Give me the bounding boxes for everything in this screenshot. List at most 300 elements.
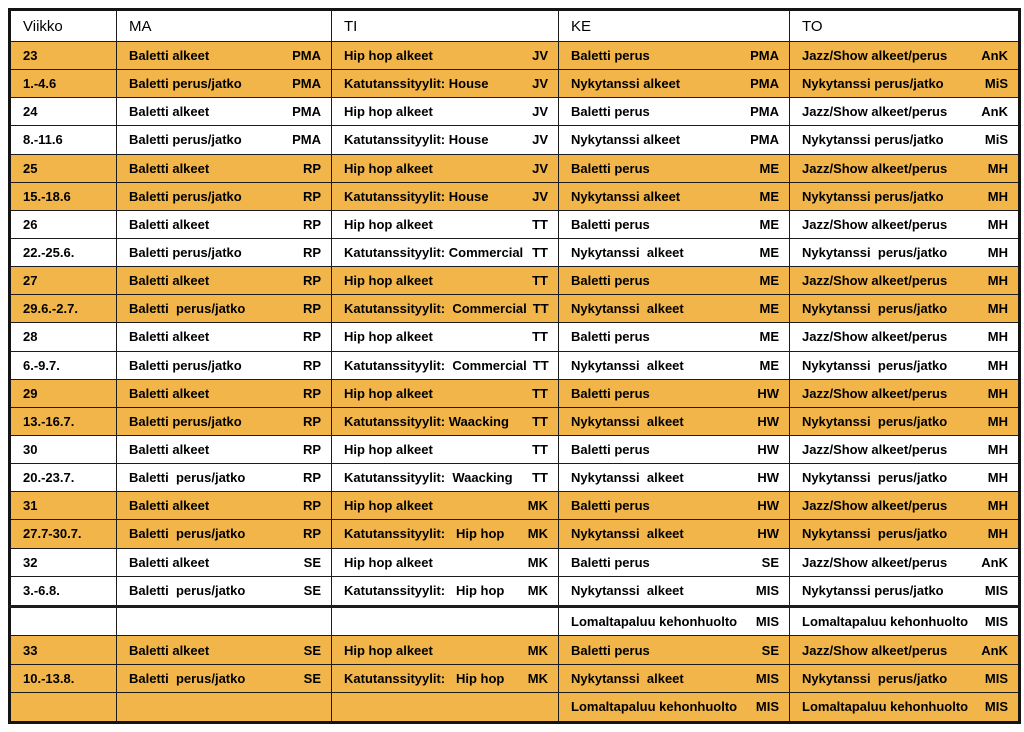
thursday-cell: [790, 238, 1020, 266]
class-name: Nykytanssi perus/jatko: [802, 76, 944, 92]
monday-cell: [117, 548, 332, 576]
cell-content: [802, 442, 1008, 457]
cell-content: [129, 671, 321, 686]
teacher-code: HW: [757, 470, 779, 486]
monday-cell: [117, 210, 332, 238]
teacher-code: PMA: [292, 132, 321, 148]
teacher-code: TT: [532, 385, 548, 401]
cell-content: [129, 132, 321, 147]
cell-content: [571, 358, 779, 373]
week-label: 27.7-30.7.: [23, 526, 82, 542]
wednesday-cell: [559, 435, 790, 463]
teacher-code: ME: [759, 301, 779, 317]
teacher-code: RP: [302, 273, 321, 289]
class-name: Baletti perus: [571, 104, 650, 120]
teacher-code: SE: [303, 670, 321, 686]
teacher-code: ME: [759, 188, 779, 204]
class-name: Lomaltapaluu kehonhuolto: [802, 614, 969, 630]
week-cell: [10, 154, 117, 182]
teacher-code: RP: [302, 470, 321, 486]
cell-content: [571, 442, 779, 457]
schedule-body: [10, 42, 1020, 723]
monday-cell: [117, 464, 332, 492]
cell-content: [802, 217, 1008, 232]
class-name: Katutanssityylit: Hip hop: [344, 526, 505, 542]
cell-content: [571, 329, 779, 344]
cell-content: [802, 329, 1008, 344]
class-name: Baletti perus: [571, 216, 650, 232]
cell-content: [129, 442, 321, 457]
cell-content: [571, 699, 779, 714]
teacher-code: SE: [761, 642, 779, 658]
tuesday-cell: [332, 126, 559, 154]
thursday-cell: [790, 295, 1020, 323]
teacher-code: MIS: [984, 699, 1008, 715]
cell-content: [571, 386, 779, 401]
wednesday-cell: [559, 520, 790, 548]
thursday-cell: [790, 576, 1020, 606]
class-name: Nykytanssi perus/jatko: [802, 301, 948, 317]
teacher-code: PMA: [292, 76, 321, 92]
cell-content: [802, 161, 1008, 176]
teacher-code: RP: [302, 301, 321, 317]
week-cell: [10, 606, 117, 636]
table-row: [10, 379, 1020, 407]
table-row: [10, 664, 1020, 692]
table-row: [10, 692, 1020, 722]
teacher-code: RP: [302, 216, 321, 232]
teacher-code: AnK: [981, 104, 1008, 120]
wednesday-cell: [559, 606, 790, 636]
class-name: Baletti perus/jatko: [129, 583, 246, 599]
cell-content: [802, 555, 1008, 570]
week-label: 15.-18.6: [23, 188, 71, 204]
week-label: 1.-4.6: [23, 76, 57, 92]
class-name: Hip hop alkeet: [344, 498, 433, 514]
cell-content: [571, 583, 779, 598]
class-name: Baletti perus/jatko: [129, 670, 246, 686]
cell-content: [571, 671, 779, 686]
table-row: [10, 435, 1020, 463]
week-label: 23: [23, 48, 38, 64]
class-name: Katutanssityylit: Commercial: [344, 245, 524, 261]
week-label: 24: [23, 104, 38, 120]
monday-cell: [117, 154, 332, 182]
cell-content: [571, 614, 779, 629]
class-name: Baletti perus: [571, 48, 650, 64]
class-name: Baletti perus/jatko: [129, 245, 242, 261]
class-name: Nykytanssi alkeet: [571, 413, 684, 429]
week-cell: [10, 576, 117, 606]
class-name: Baletti perus: [571, 442, 650, 458]
teacher-code: RP: [302, 442, 321, 458]
monday-cell: [117, 267, 332, 295]
monday-cell: [117, 692, 332, 722]
class-name: Baletti alkeet: [129, 442, 210, 458]
wednesday-cell: [559, 576, 790, 606]
table-row: [10, 407, 1020, 435]
week-cell: [10, 42, 117, 70]
cell-content: [571, 498, 779, 513]
column-header-to: TO: [790, 10, 1020, 42]
cell-content: [344, 132, 548, 147]
cell-content: [802, 671, 1008, 686]
column-header-ti: TI: [332, 10, 559, 42]
cell-content: [344, 498, 548, 513]
teacher-code: SE: [303, 642, 321, 658]
teacher-code: JV: [532, 132, 548, 148]
tuesday-cell: [332, 295, 559, 323]
tuesday-cell: [332, 323, 559, 351]
week-cell: [10, 323, 117, 351]
class-name: Baletti perus/jatko: [129, 526, 246, 542]
cell-content: [129, 386, 321, 401]
cell-content: [571, 301, 779, 316]
class-name: Baletti alkeet: [129, 48, 210, 64]
cell-content: [344, 301, 548, 316]
class-name: Jazz/Show alkeet/perus: [802, 104, 948, 120]
teacher-code: ME: [759, 245, 779, 261]
wednesday-cell: [559, 42, 790, 70]
wednesday-cell: [559, 664, 790, 692]
teacher-code: MIS: [984, 670, 1008, 686]
cell-content: [129, 555, 321, 570]
teacher-code: ME: [759, 160, 779, 176]
cell-content: [344, 414, 548, 429]
table-row: [10, 210, 1020, 238]
cell-content: [129, 301, 321, 316]
table-row: [10, 351, 1020, 379]
class-name: Hip hop alkeet: [344, 216, 433, 232]
week-cell: [10, 351, 117, 379]
cell-content: [344, 526, 548, 541]
wednesday-cell: [559, 407, 790, 435]
cell-content: [571, 48, 779, 63]
monday-cell: [117, 606, 332, 636]
teacher-code: PMA: [750, 76, 779, 92]
teacher-code: MH: [987, 470, 1008, 486]
column-header-ke: KE: [559, 10, 790, 42]
class-name: Baletti perus: [571, 498, 650, 514]
cell-content: [344, 386, 548, 401]
cell-content: [571, 161, 779, 176]
class-name: Baletti alkeet: [129, 642, 210, 658]
thursday-cell: [790, 520, 1020, 548]
teacher-code: MiS: [984, 132, 1008, 148]
class-name: Katutanssityylit: House: [344, 132, 489, 148]
monday-cell: [117, 576, 332, 606]
cell-content: [344, 643, 548, 658]
wednesday-cell: [559, 492, 790, 520]
tuesday-cell: [332, 42, 559, 70]
table-row: [10, 126, 1020, 154]
wednesday-cell: [559, 692, 790, 722]
week-label: 29: [23, 385, 38, 401]
teacher-code: PMA: [750, 48, 779, 64]
teacher-code: RP: [302, 188, 321, 204]
cell-content: [802, 48, 1008, 63]
tuesday-cell: [332, 606, 559, 636]
teacher-code: RP: [302, 526, 321, 542]
week-label: 22.-25.6.: [23, 245, 75, 261]
teacher-code: TT: [532, 470, 548, 486]
wednesday-cell: [559, 267, 790, 295]
class-name: Katutanssityylit: House: [344, 188, 489, 204]
teacher-code: HW: [757, 385, 779, 401]
week-label: 32: [23, 554, 38, 570]
tuesday-cell: [332, 70, 559, 98]
class-name: Katutanssityylit: Hip hop: [344, 583, 505, 599]
class-name: Lomaltapaluu kehonhuolto: [571, 699, 738, 715]
week-cell: [10, 492, 117, 520]
wednesday-cell: [559, 351, 790, 379]
thursday-cell: [790, 464, 1020, 492]
teacher-code: MIS: [984, 583, 1008, 599]
week-label: 10.-13.8.: [23, 670, 75, 686]
week-label: 8.-11.6: [23, 132, 63, 148]
teacher-code: SE: [303, 583, 321, 599]
table-row: [10, 606, 1020, 636]
tuesday-cell: [332, 464, 559, 492]
class-name: Nykytanssi alkeet: [571, 132, 681, 148]
cell-content: [571, 245, 779, 260]
cell-content: [571, 76, 779, 91]
teacher-code: AnK: [981, 48, 1008, 64]
wednesday-cell: [559, 464, 790, 492]
teacher-code: SE: [761, 554, 779, 570]
wednesday-cell: [559, 295, 790, 323]
teacher-code: AnK: [981, 642, 1008, 658]
class-name: Katutanssityylit: Waacking: [344, 470, 513, 486]
teacher-code: RP: [302, 413, 321, 429]
teacher-code: MH: [987, 188, 1008, 204]
class-name: Baletti perus/jatko: [129, 188, 242, 204]
teacher-code: TT: [532, 245, 548, 261]
tuesday-cell: [332, 210, 559, 238]
wednesday-cell: [559, 154, 790, 182]
tuesday-cell: [332, 407, 559, 435]
tuesday-cell: [332, 182, 559, 210]
thursday-cell: [790, 126, 1020, 154]
week-label: 25: [23, 160, 38, 176]
class-name: Hip hop alkeet: [344, 642, 433, 658]
wednesday-cell: [559, 636, 790, 664]
header-row: [10, 10, 1020, 42]
class-name: Baletti perus: [571, 329, 650, 345]
week-cell: [10, 692, 117, 722]
class-name: Baletti alkeet: [129, 273, 210, 289]
class-name: Jazz/Show alkeet/perus: [802, 273, 948, 289]
wednesday-cell: [559, 548, 790, 576]
class-name: Baletti perus/jatko: [129, 301, 246, 317]
teacher-code: MIS: [755, 670, 779, 686]
teacher-code: TT: [532, 329, 548, 345]
class-name: Baletti alkeet: [129, 554, 210, 570]
monday-cell: [117, 520, 332, 548]
week-cell: [10, 70, 117, 98]
class-name: Lomaltapaluu kehonhuolto: [802, 699, 969, 715]
teacher-code: MK: [527, 498, 548, 514]
cell-content: [802, 245, 1008, 260]
cell-content: [344, 442, 548, 457]
tuesday-cell: [332, 379, 559, 407]
teacher-code: TT: [532, 216, 548, 232]
teacher-code: MK: [527, 554, 548, 570]
cell-content: [802, 526, 1008, 541]
teacher-code: JV: [532, 104, 548, 120]
table-row: [10, 42, 1020, 70]
class-name: Baletti perus: [571, 160, 650, 176]
cell-content: [344, 161, 548, 176]
teacher-code: MH: [987, 273, 1008, 289]
table-row: [10, 238, 1020, 266]
monday-cell: [117, 664, 332, 692]
cell-content: [344, 104, 548, 119]
thursday-cell: [790, 636, 1020, 664]
cell-content: [129, 104, 321, 119]
teacher-code: MiS: [984, 76, 1008, 92]
column-header-viikko: Viikko: [10, 10, 117, 42]
tuesday-cell: [332, 492, 559, 520]
teacher-code: RP: [302, 385, 321, 401]
thursday-cell: [790, 692, 1020, 722]
week-label: 26: [23, 216, 38, 232]
class-name: Jazz/Show alkeet/perus: [802, 48, 948, 64]
cell-content: [129, 583, 321, 598]
table-row: [10, 548, 1020, 576]
cell-content: [571, 132, 779, 147]
week-label: 13.-16.7.: [23, 413, 75, 429]
cell-content: [802, 358, 1008, 373]
table-row: [10, 267, 1020, 295]
tuesday-cell: [332, 238, 559, 266]
week-cell: [10, 126, 117, 154]
teacher-code: TT: [532, 301, 549, 317]
cell-content: [802, 273, 1008, 288]
class-name: Baletti perus/jatko: [129, 470, 246, 486]
teacher-code: MIS: [984, 614, 1008, 630]
class-name: Nykytanssi alkeet: [571, 670, 684, 686]
teacher-code: RP: [302, 357, 321, 373]
cell-content: [344, 555, 548, 570]
class-name: Katutanssityylit: Hip hop: [344, 670, 505, 686]
cell-content: [129, 189, 321, 204]
tuesday-cell: [332, 154, 559, 182]
table-row: [10, 98, 1020, 126]
table-header: [10, 10, 1020, 42]
table-row: [10, 154, 1020, 182]
cell-content: [344, 245, 548, 260]
column-header-ma: MA: [117, 10, 332, 42]
thursday-cell: [790, 267, 1020, 295]
cell-content: [802, 104, 1008, 119]
class-name: Baletti perus: [571, 642, 650, 658]
class-name: Nykytanssi perus/jatko: [802, 357, 948, 373]
class-name: Hip hop alkeet: [344, 160, 433, 176]
teacher-code: MH: [987, 526, 1008, 542]
tuesday-cell: [332, 576, 559, 606]
class-name: Nykytanssi alkeet: [571, 583, 684, 599]
cell-content: [571, 217, 779, 232]
cell-content: [802, 614, 1008, 629]
cell-content: [344, 583, 548, 598]
teacher-code: ME: [759, 216, 779, 232]
class-name: Baletti perus: [571, 554, 650, 570]
class-name: Katutanssityylit: House: [344, 76, 489, 92]
class-name: Jazz/Show alkeet/perus: [802, 160, 948, 176]
cell-content: [344, 48, 548, 63]
cell-content: [129, 470, 321, 485]
class-name: Nykytanssi perus/jatko: [802, 132, 944, 148]
teacher-code: JV: [532, 48, 548, 64]
teacher-code: HW: [757, 498, 779, 514]
wednesday-cell: [559, 70, 790, 98]
class-name: Nykytanssi alkeet: [571, 301, 684, 317]
week-label: 3.-6.8.: [23, 583, 60, 599]
teacher-code: ME: [759, 357, 779, 373]
thursday-cell: [790, 492, 1020, 520]
cell-content: [802, 498, 1008, 513]
class-name: Nykytanssi perus/jatko: [802, 245, 948, 261]
week-label: 29.6.-2.7.: [23, 301, 78, 317]
cell-content: [344, 329, 548, 344]
week-label: 28: [23, 329, 38, 345]
cell-content: [129, 76, 321, 91]
teacher-code: JV: [532, 188, 548, 204]
class-name: Nykytanssi alkeet: [571, 245, 684, 261]
thursday-cell: [790, 407, 1020, 435]
cell-content: [802, 699, 1008, 714]
class-name: Jazz/Show alkeet/perus: [802, 216, 948, 232]
class-name: Hip hop alkeet: [344, 329, 433, 345]
week-cell: [10, 295, 117, 323]
week-label: 31: [23, 498, 38, 514]
cell-content: [571, 555, 779, 570]
teacher-code: ME: [759, 273, 779, 289]
monday-cell: [117, 435, 332, 463]
thursday-cell: [790, 664, 1020, 692]
cell-content: [344, 358, 548, 373]
class-name: Jazz/Show alkeet/perus: [802, 385, 948, 401]
class-name: Baletti perus/jatko: [129, 357, 242, 373]
thursday-cell: [790, 98, 1020, 126]
teacher-code: AnK: [981, 554, 1008, 570]
teacher-code: MIS: [755, 699, 779, 715]
teacher-code: PMA: [750, 132, 779, 148]
monday-cell: [117, 492, 332, 520]
cell-content: [802, 301, 1008, 316]
tuesday-cell: [332, 267, 559, 295]
week-cell: [10, 664, 117, 692]
teacher-code: RP: [302, 160, 321, 176]
cell-content: [802, 189, 1008, 204]
thursday-cell: [790, 351, 1020, 379]
monday-cell: [117, 182, 332, 210]
teacher-code: HW: [757, 442, 779, 458]
class-name: Hip hop alkeet: [344, 48, 433, 64]
wednesday-cell: [559, 238, 790, 266]
week-cell: [10, 379, 117, 407]
teacher-code: RP: [302, 329, 321, 345]
teacher-code: TT: [532, 273, 548, 289]
class-name: Nykytanssi perus/jatko: [802, 188, 944, 204]
class-name: Jazz/Show alkeet/perus: [802, 329, 948, 345]
teacher-code: HW: [757, 526, 779, 542]
class-name: Nykytanssi alkeet: [571, 526, 684, 542]
tuesday-cell: [332, 435, 559, 463]
week-label: 30: [23, 442, 38, 458]
cell-content: [129, 217, 321, 232]
